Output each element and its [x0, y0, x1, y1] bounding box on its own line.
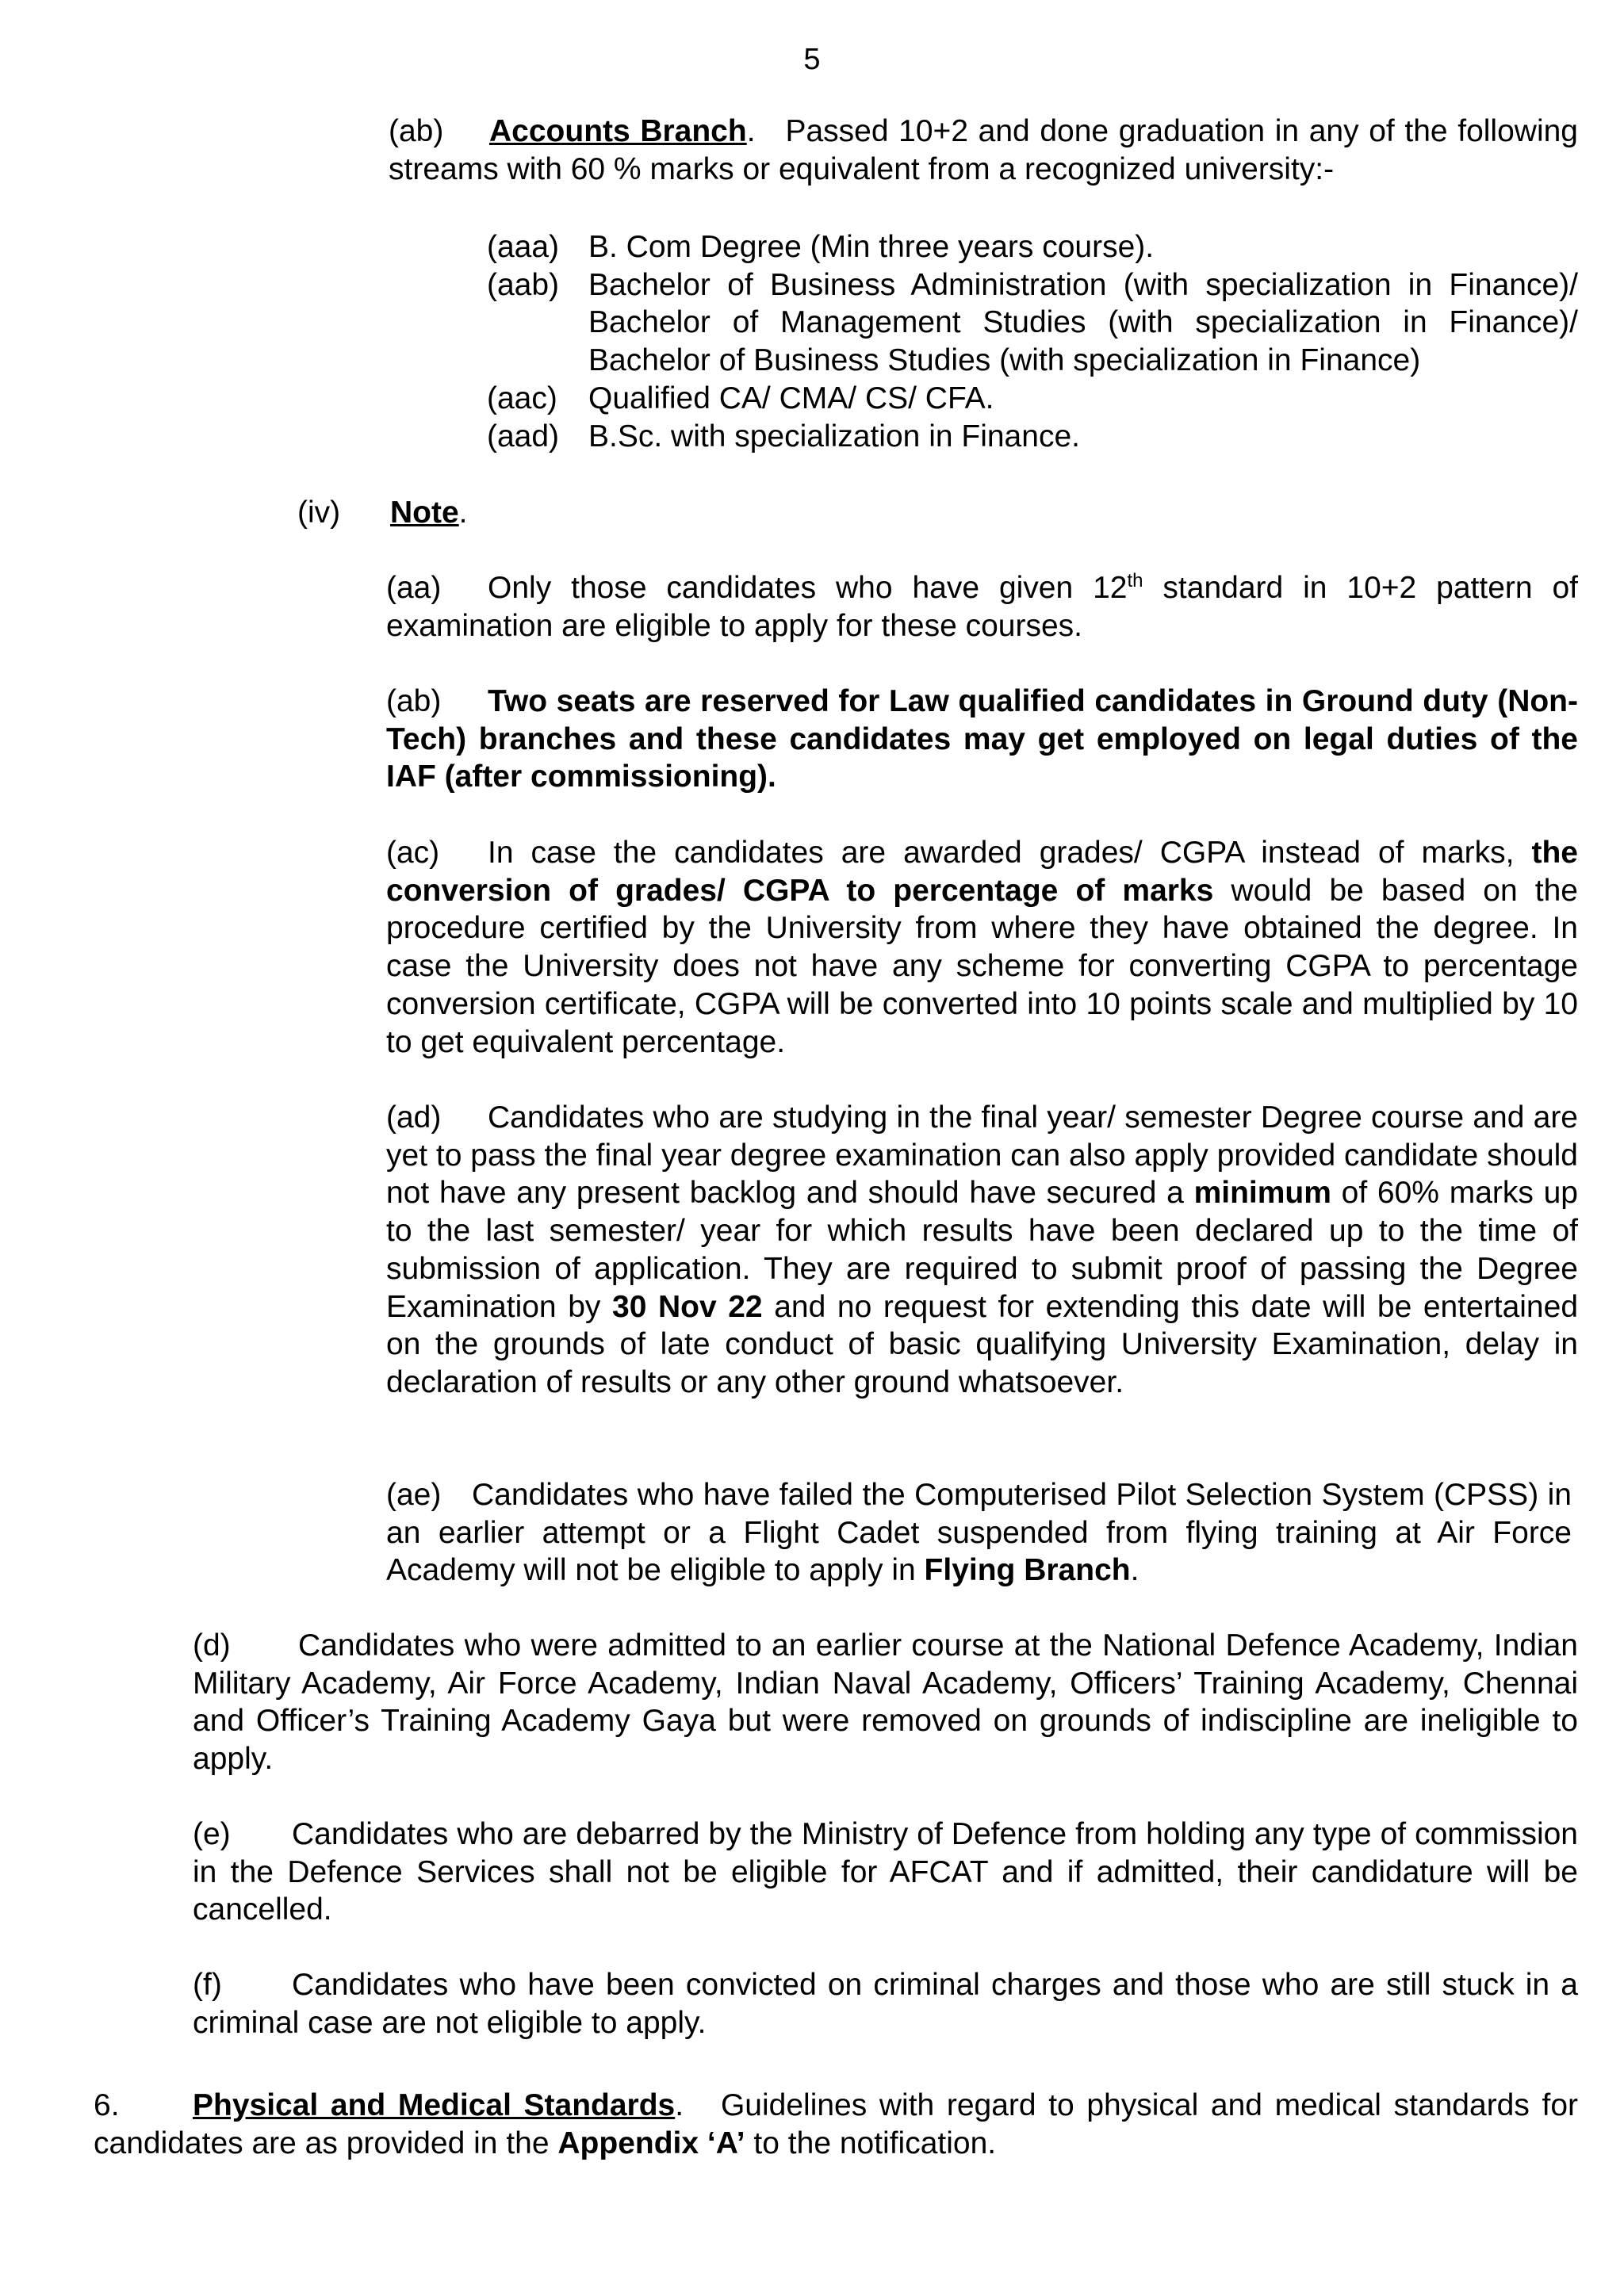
para-label: (ad)	[386, 1100, 442, 1135]
para-e: (e) Candidates who are debarred by the Ministry of Defence from holding any type of commission in the Defence Services shall not be eligible for AFCAT and if admitted, their candidature will be cancelled.	[193, 1817, 1578, 1927]
list-item: (aab) Bachelor of Business Administration (with specialization in Finance)/ Bachelor of Management Studies (with specialization in Finance)/ Bachelor of Business Studies (with specialization in Finance)	[487, 267, 1578, 378]
page-number: 5	[803, 43, 821, 76]
note-para-ac: (ac) In case the candidates are awarded grades/ CGPA instead of marks, the conversion of grades/ CGPA to percentage of marks would be based on the procedure certified by the University from where they have obtained the degree. In case the University does not have any scheme for converting CGPA to percentage conversion certificate, CGPA will be converted into 10 points scale and multiplied by 10 to get equivalent percentage.	[386, 836, 1578, 1059]
list-item: (aaa) B. Com Degree (Min three years course).	[487, 230, 1155, 264]
accounts-branch-para: (ab) Accounts Branch. Passed 10+2 and done graduation in any of the following streams with 60 % marks or equivalent from a recognized university:-	[389, 114, 1578, 186]
para-label: (e)	[193, 1817, 231, 1851]
note-para-aa: (aa) Only those candidates who have given 12th standard in 10+2 pattern of examination are eligible to apply for these courses.	[386, 570, 1579, 643]
note-heading-line: (iv) Note.	[297, 494, 773, 532]
para-label: (ae)	[386, 1478, 442, 1512]
superscript: th	[1127, 570, 1143, 591]
para-f: (f) Candidates who have been convicted on criminal charges and those who are still stuck in a criminal case are not eligible to apply.	[193, 1968, 1578, 2040]
note-heading: Note	[390, 496, 459, 530]
accounts-streams-list	[487, 228, 1578, 455]
para-label: (ab)	[386, 684, 442, 718]
para-label: (d)	[193, 1628, 231, 1663]
para-label: (ac)	[386, 836, 440, 870]
para-label: (aa)	[386, 571, 442, 605]
law-seats-text: Two seats are reserved for Law qualified candidates in Ground duty (Non-Tech) branches and these candidates may get employed on legal duties of the IAF (after commissioning).	[386, 684, 1578, 794]
list-item: (aac) Qualified CA/ CMA/ CS/ CFA.	[487, 381, 994, 415]
appendix-reference: Appendix ‘A’	[557, 2126, 745, 2160]
accounts-branch-text: Passed 10+2 and done graduation in any of the following streams with 60 % marks or equivalent from a recognized university:-	[389, 114, 1578, 186]
section-6-heading: Physical and Medical Standards	[193, 2088, 676, 2122]
note-label: (iv)	[297, 496, 341, 530]
note-para-ab	[386, 683, 1578, 796]
section-number: 6.	[94, 2088, 120, 2122]
accounts-branch-heading: Accounts Branch	[489, 114, 747, 148]
para-d: (d) Candidates who were admitted to an earlier course at the National Defence Academy, Indian Military Academy, Air Force Academy, Indian Naval Academy, Officers’ Training Academy, Chennai and Officer’s Training Academy Gaya but were removed on grounds of indiscipline are ineligible to apply.	[193, 1628, 1578, 1777]
list-item: (aad) B.Sc. with specialization in Finance.	[487, 419, 1080, 453]
note-para-ad: (ad) Candidates who are studying in the final year/ semester Degree course and are yet to pass the final year degree examination can also apply provided candidate should not have any present backlog and should have secured a minimum of 60% marks up to the last semester/ year for which results have been declared up to the time of submission of application. They are required to submit proof of passing the Degree Examination by 30 Nov 22 and no request for extending this date will be entertained on the grounds of late conduct of basic qualifying University Examination, delay in declaration of results or any other ground whatsoever.	[386, 1100, 1579, 1399]
para-label: (ab)	[389, 114, 444, 148]
para-label: (f)	[193, 1968, 222, 2002]
note-para-ae: (ae) Candidates who have failed the Computerised Pilot Selection System (CPSS) in an earlier attempt or a Flight Cadet suspended from flying training at Air Force Academy will not be eligible to apply in Flying Branch.	[386, 1478, 1572, 1588]
section-6-para: 6. Physical and Medical Standards. Guidelines with regard to physical and medical standards for candidates are as provided in the Appendix ‘A’ to the notification.	[94, 2088, 1579, 2160]
